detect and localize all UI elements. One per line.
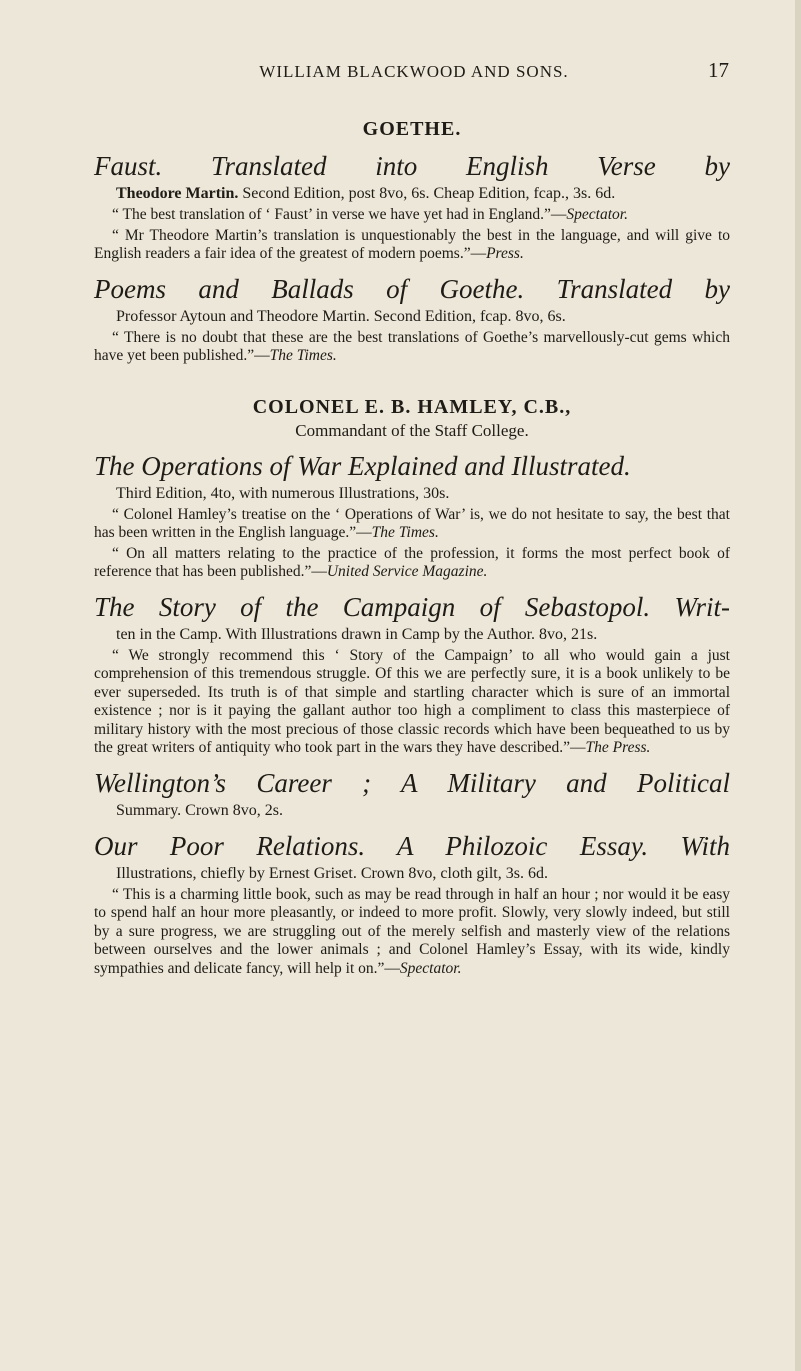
entry-title: Faust. Translated into English Verse by bbox=[94, 151, 730, 181]
entry-operations-of-war bbox=[94, 449, 730, 582]
quote-text: “ We strongly recommend this ‘ Story of the Campaign’ to all who would gain a just comprehension of this tremendous struggle. Of this we are perfectly sure, it is a book unlikely to be ever superseded. Its truth is of that simple and startling character which is sure of an immortal existence ; nor is it paying the gallant author too high a compliment to class this masterpiece of military history with the most precious of those classic records which have been bequeathed to us by the great writers of antiquity who took part in the wars they have described.”— bbox=[94, 646, 730, 756]
quote-text: “ Colonel Hamley’s treatise on the ‘ Operations of War’ is, we do not hesitate to say, the best that has been written in the English language.”— bbox=[94, 505, 730, 541]
review-quote bbox=[94, 206, 730, 225]
running-head bbox=[0, 58, 801, 92]
page-number: 17 bbox=[708, 58, 729, 82]
review-quote bbox=[94, 227, 730, 264]
quote-source: The Press. bbox=[585, 739, 651, 756]
quote-text: “ The best translation of ‘ Faust’ in verse we have yet had in England.”— bbox=[112, 206, 567, 223]
author-subheading: Commandant of the Staff College. bbox=[295, 420, 529, 440]
quote-source: United Service Magazine. bbox=[326, 563, 488, 580]
quote-text: “ This is a charming little book, such as may be read through in half an hour ; nor would it be easy to spend half an hour more pleasantly, or indeed to more profit. Slowly, very slowly indeed, but still by a sure progress, we are struggling out of the merely selfish and masterly view of the relations between ourselves and the lower animals ; and Colonel Hamley’s Essay, with its wide, kindly sympathies and delicate fancy, will help it on.”— bbox=[94, 885, 730, 977]
quote-source: Press. bbox=[486, 245, 524, 262]
review-quote bbox=[94, 647, 730, 758]
translator-name: Theodore Martin. bbox=[116, 185, 239, 202]
review-quote bbox=[94, 545, 730, 582]
entry-faust bbox=[94, 149, 730, 264]
running-head-title: WILLIAM BLACKWOOD AND SONS. bbox=[259, 62, 569, 81]
author-heading-hamley: COLONEL E. B. HAMLEY, C.B., bbox=[252, 395, 572, 418]
edition-details: Second Edition, post 8vo, 6s. Cheap Edition, fcap., 3s. 6d. bbox=[238, 185, 616, 202]
entry-poor-relations bbox=[94, 829, 730, 979]
entry-details: ten in the Camp. With Illustrations drawn in Camp by the Author. 8vo, 21s. bbox=[116, 625, 598, 643]
quote-source: Spectator. bbox=[399, 959, 462, 977]
quote-source: Spectator. bbox=[566, 206, 628, 223]
entry-details: Illustrations, chiefly by Ernest Griset. Crown 8vo, cloth gilt, 3s. 6d. bbox=[116, 864, 548, 882]
entry-wellington bbox=[94, 766, 730, 821]
quote-source: The Times. bbox=[371, 524, 439, 541]
page-edge bbox=[795, 0, 801, 1371]
entry-title: Our Poor Relations. A Philozoic Essay. With bbox=[94, 830, 730, 861]
entry-details: Summary. Crown 8vo, 2s. bbox=[116, 801, 283, 819]
quote-source: The Times. bbox=[269, 347, 337, 364]
entry-title: Wellington’s Career ; A Military and Political bbox=[94, 767, 730, 798]
review-quote bbox=[94, 506, 730, 543]
entry-sebastopol bbox=[94, 590, 730, 758]
entry-poems-ballads bbox=[94, 272, 730, 366]
quote-text: “ Mr Theodore Martin’s translation is unquestionably the best in the language, and will give to English readers a fair idea of the greatest of modern poems.”— bbox=[94, 226, 730, 262]
entry-details: Professor Aytoun and Theodore Martin. Second Edition, fcap. 8vo, 6s. bbox=[116, 307, 566, 325]
page-content bbox=[94, 110, 730, 982]
entry-details: Third Edition, 4to, with numerous Illustrations, 30s. bbox=[116, 484, 450, 502]
quote-text: “ There is no doubt that these are the best translations of Goethe’s marvellously-cut gems which have yet been published.”— bbox=[94, 328, 730, 364]
entry-title: Poems and Ballads of Goethe. Translated by bbox=[94, 273, 730, 304]
review-quote bbox=[94, 886, 730, 979]
entry-details bbox=[116, 183, 730, 204]
entry-title: The Story of the Campaign of Sebastopol. Writ- bbox=[94, 591, 730, 622]
quote-text: “ On all matters relating to the practice of the profession, it forms the most perfect book of reference that has been published.”— bbox=[94, 544, 730, 580]
entry-title: The Operations of War Explained and Illustrated. bbox=[94, 450, 631, 481]
author-heading-goethe: GOETHE. bbox=[362, 118, 462, 140]
review-quote bbox=[94, 329, 730, 366]
